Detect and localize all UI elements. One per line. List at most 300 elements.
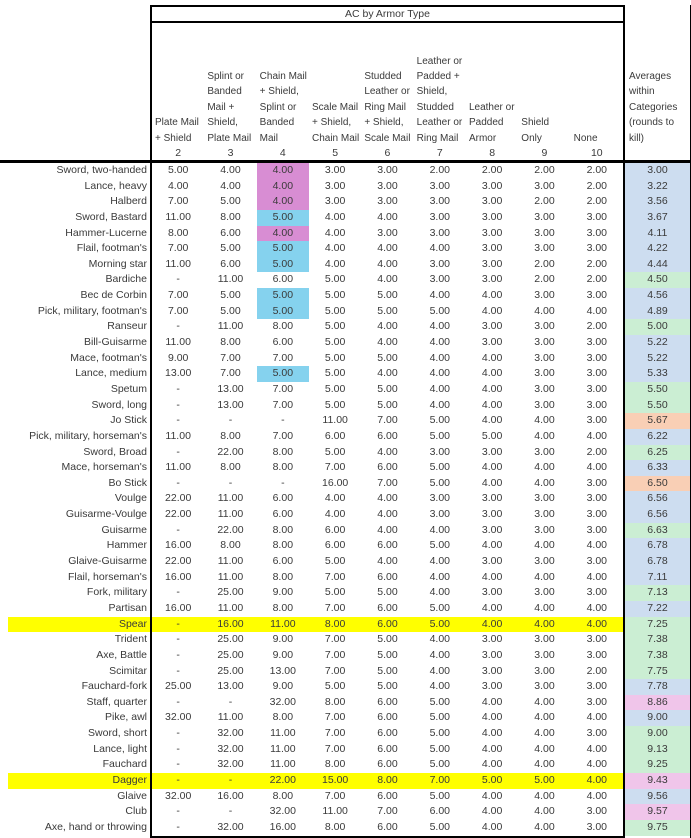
ac-value-cell: 6.00 — [324, 539, 346, 552]
table-row — [152, 742, 623, 758]
ac-value-cell: 11.00 — [217, 492, 244, 505]
ac-value-cell: 4.00 — [534, 805, 555, 818]
ac-value-cell: 4.00 — [377, 523, 398, 536]
weapon-label: Bill-Guisarme — [83, 336, 147, 349]
ac-value-cell: 11.00 — [165, 336, 191, 349]
average-cell: 3.22 — [625, 179, 690, 195]
table-row — [152, 601, 623, 617]
ac-value-cell: 4.00 — [481, 414, 503, 427]
ac-value-cell: - — [176, 805, 180, 818]
ac-value-cell: 5.00 — [220, 289, 241, 302]
ac-value-cell: 4.00 — [429, 586, 451, 599]
ac-value-cell: 5.00 — [429, 539, 451, 552]
ac-value-cell: 4.00 — [429, 633, 451, 646]
ac-value-cell: 4.00 — [481, 727, 503, 740]
average-cell: 9.00 — [625, 710, 690, 726]
ac-value-cell: 4.00 — [481, 695, 503, 708]
ac-value-cell: 7.00 — [324, 742, 346, 755]
ac-value-cell: 8.00 — [272, 461, 294, 474]
ac-value-cell: - — [204, 773, 256, 789]
ac-value-cell: 6.00 — [377, 711, 398, 724]
ac-value-cell: 4.00 — [534, 695, 555, 708]
average-cell: 9.25 — [625, 757, 690, 773]
ac-value-cell: 3.00 — [586, 382, 607, 395]
ac-number: 10 — [590, 147, 603, 159]
ac-value-cell: 6.00 — [429, 805, 451, 818]
ac-right-spacer — [625, 147, 691, 163]
table-row — [152, 460, 623, 476]
weapon-label: Club — [125, 805, 147, 818]
ac-value-cell: 11.00 — [257, 617, 309, 633]
ac-value-cell: 5.00 — [257, 241, 309, 257]
ac-value-cell: 3.00 — [481, 648, 503, 661]
weapon-label: Morning star — [88, 257, 147, 270]
ac-value-cell: 8.00 — [272, 523, 294, 536]
ac-value-cell: 4.00 — [586, 304, 607, 317]
ac-value-cell: 11.00 — [217, 601, 244, 614]
ac-number: 9 — [541, 147, 548, 159]
ac-value-cell: 6.00 — [272, 336, 294, 349]
weapon-label: Axe, hand or throwing — [44, 820, 147, 833]
ac-value-cell: 8.00 — [272, 539, 294, 552]
weapon-label: Lance, heavy — [84, 179, 147, 192]
ac-value-cell: 4.00 — [377, 508, 398, 521]
ac-value-cell: 4.00 — [377, 336, 398, 349]
title-right-spacer — [625, 5, 691, 23]
table-row — [152, 476, 623, 492]
ac-value-cell: 16.00 — [322, 476, 349, 489]
ac-value-cell: 3.00 — [481, 445, 503, 458]
value-grid — [150, 163, 625, 838]
ac-value-cell: 7.00 — [377, 414, 398, 427]
ac-value-cell: 4.00 — [586, 601, 607, 614]
ac-value-cell: 4.00 — [429, 570, 451, 583]
ac-value-cell: 3.00 — [586, 805, 607, 818]
ac-value-cell: 9.00 — [272, 680, 294, 693]
weapon-label: Lance, medium — [75, 367, 147, 380]
ac-value-cell: 8.00 — [272, 570, 294, 583]
ac-value-cell: 7.00 — [414, 773, 466, 789]
ac-value-cell: 13.00 — [269, 664, 296, 677]
average-cell: 7.22 — [625, 601, 690, 617]
ac-value-cell: 6.00 — [272, 508, 294, 521]
ac-value-cell: 4.00 — [534, 727, 555, 740]
ac-value-cell: 4.00 — [257, 194, 309, 210]
ac-value-cell: 4.00 — [429, 648, 451, 661]
ac-value-cell: 11.00 — [270, 727, 296, 740]
ac-value-cell: 2.00 — [586, 257, 607, 270]
table-row — [152, 272, 623, 288]
ac-value-cell: 3.00 — [429, 210, 451, 223]
ac-value-cell: 3.00 — [586, 523, 607, 536]
ac-value-cell: 5.00 — [324, 289, 346, 302]
ac-value-cell: 32.00 — [217, 758, 244, 771]
weapon-label: Flail, horseman's — [67, 570, 147, 583]
weapon-label: Staff, quarter — [86, 695, 147, 708]
ac-value-cell: 8.00 — [324, 695, 346, 708]
ac-value-cell: 4.00 — [534, 476, 555, 489]
table-row — [152, 179, 623, 195]
weapon-label: Glaive — [117, 789, 147, 802]
ac-value-cell: 11.00 — [270, 742, 296, 755]
ac-value-cell: 4.00 — [571, 617, 623, 633]
ac-value-cell: 4.00 — [481, 539, 503, 552]
average-cell: 3.00 — [625, 163, 690, 179]
ac-value-cell: 5.00 — [324, 367, 346, 380]
average-cell: 5.33 — [625, 366, 690, 382]
average-cell: 4.50 — [625, 272, 690, 288]
ac-value-cell: 6.00 — [377, 727, 398, 740]
ac-value-cell: 3.00 — [586, 351, 607, 364]
table-row — [152, 491, 623, 507]
ac-value-cell: 5.00 — [377, 398, 398, 411]
weapon-label: Bec de Corbin — [80, 289, 147, 302]
ac-value-cell: - — [176, 414, 180, 427]
ac-value-cell: 3.00 — [586, 727, 607, 740]
ac-value-cell: 5.00 — [377, 680, 398, 693]
table-row — [152, 366, 623, 382]
ac-value-cell: 8.00 — [167, 226, 189, 239]
table-row — [152, 429, 623, 445]
ac-value-cell: 7.00 — [167, 242, 189, 255]
ac-value-cell: 6.00 — [324, 429, 346, 442]
ac-value-cell: 32.00 — [217, 727, 244, 740]
ac-value-cell: - — [228, 414, 233, 427]
ac-value-cell: 3.00 — [586, 476, 607, 489]
ac-value-cell: 5.00 — [414, 617, 466, 633]
ac-value-cell: 5.00 — [257, 210, 309, 226]
ac-value-cell: 8.00 — [220, 336, 241, 349]
ac-value-cell: 4.00 — [377, 210, 398, 223]
weapon-label: Dagger — [8, 773, 150, 789]
ac-value-cell: 4.00 — [324, 210, 346, 223]
ac-value-cell: 5.00 — [429, 742, 451, 755]
ac-value-cell: 4.00 — [429, 289, 451, 302]
table-row — [152, 710, 623, 726]
ac-value-cell: - — [176, 664, 180, 677]
ac-value-cell: 7.00 — [324, 461, 346, 474]
ac-value-cell: 4.00 — [534, 570, 555, 583]
ac-value-cell: 5.00 — [324, 382, 346, 395]
ac-value-cell: 5.00 — [324, 445, 346, 458]
average-cell: 6.25 — [625, 445, 690, 461]
average-cell: 5.22 — [625, 351, 690, 367]
ac-value-cell: 4.00 — [429, 555, 451, 568]
ac-value-cell: 4.00 — [481, 758, 503, 771]
ac-value-cell: 16.00 — [165, 570, 192, 583]
average-cell: 6.56 — [625, 507, 690, 523]
table-row — [152, 695, 623, 711]
ac-value-cell: 3.00 — [534, 210, 555, 223]
ac-value-cell: 5.00 — [167, 164, 189, 176]
ac-value-cell: 2.00 — [586, 195, 607, 208]
ac-value-cell: 5.00 — [324, 351, 346, 364]
ac-value-cell: 32.00 — [217, 742, 244, 755]
weapon-label: Sword, short — [88, 727, 147, 740]
ac-value-cell: 16.00 — [269, 820, 296, 833]
ac-value-cell: 4.00 — [257, 179, 309, 195]
table-row — [152, 445, 623, 461]
ac-value-cell: 3.00 — [586, 398, 607, 411]
ac-value-cell: 11.00 — [165, 461, 191, 474]
ac-value-cell: 11.00 — [322, 414, 348, 427]
ac-value-cell: 25.00 — [217, 586, 244, 599]
ac-value-cell: 16.00 — [165, 601, 192, 614]
ac-value-cell: 3.00 — [534, 226, 555, 239]
ac-value-cell: 5.00 — [429, 758, 451, 771]
ac-number: 2 — [175, 147, 182, 159]
ac-number: 5 — [332, 147, 339, 159]
ac-value-cell: - — [176, 273, 180, 286]
average-cell: 6.33 — [625, 460, 690, 476]
weapon-label: Mace, horseman's — [61, 461, 147, 474]
ac-value-cell: 5.00 — [429, 695, 451, 708]
ac-value-cell: 6.00 — [361, 617, 413, 633]
ac-value-cell: 5.00 — [429, 429, 451, 442]
average-cell: 9.56 — [625, 789, 690, 805]
ac-value-cell: 3.00 — [586, 414, 607, 427]
table-row — [152, 804, 623, 820]
ac-value-cell: 4.00 — [534, 711, 555, 724]
average-cell: 4.89 — [625, 304, 690, 320]
ac-value-cell: 4.00 — [324, 508, 346, 521]
ac-value-cell: 4.00 — [481, 476, 503, 489]
ac-value-cell: 4.00 — [481, 367, 503, 380]
ac-value-cell: 7.00 — [377, 476, 398, 489]
average-cell: 7.78 — [625, 679, 690, 695]
ac-value-cell: - — [176, 476, 180, 489]
ac-value-cell: 3.00 — [377, 195, 398, 208]
ac-value-cell: 3.00 — [534, 664, 555, 677]
weapon-label: Pike, awl — [104, 711, 147, 724]
ac-value-cell: 32.00 — [165, 789, 192, 802]
ac-value-cell: 4.00 — [481, 711, 503, 724]
table-row — [152, 398, 623, 414]
ac-value-cell: 9.00 — [272, 648, 294, 661]
average-cell: 7.38 — [625, 648, 690, 664]
ac-value-cell: 4.00 — [324, 492, 346, 505]
ac-value-cell: 3.00 — [534, 680, 555, 693]
ac-value-cell: 4.00 — [481, 789, 503, 802]
average-cell: 6.63 — [625, 523, 690, 539]
ac-value-cell: 4.00 — [534, 758, 555, 771]
ac-value-cell: 7.00 — [324, 648, 346, 661]
ac-value-cell: 3.00 — [534, 336, 555, 349]
ac-value-cell: 6.00 — [324, 523, 346, 536]
ac-value-cell: 11.00 — [217, 711, 244, 724]
ac-value-cell: 3.00 — [481, 555, 503, 568]
ac-value-cell: 2.00 — [534, 195, 555, 208]
ac-value-cell: 13.00 — [217, 680, 244, 693]
average-cell: 9.57 — [625, 804, 690, 820]
table-row — [152, 554, 623, 570]
ac-value-cell: 2.00 — [429, 164, 451, 176]
armor-type-header: Leather or Padded Armor — [468, 101, 515, 144]
ac-value-cell: 3.00 — [586, 492, 607, 505]
ac-value-cell: 2.00 — [481, 164, 503, 176]
ac-value-cell: 22.00 — [165, 555, 192, 568]
ac-value-cell: - — [152, 773, 204, 789]
ac-value-cell: 3.00 — [586, 336, 607, 349]
ac-value-cell: 4.00 — [586, 461, 607, 474]
table-row — [152, 335, 623, 351]
ac-value-cell: 3.00 — [324, 195, 346, 208]
ac-value-cell: 5.00 — [377, 648, 398, 661]
ac-value-cell: 4.00 — [481, 351, 503, 364]
ac-value-cell: 3.00 — [586, 289, 607, 302]
ac-value-cell: 5.00 — [429, 461, 451, 474]
ac-value-cell: 3.00 — [481, 492, 503, 505]
average-cell: 5.67 — [625, 413, 690, 429]
ac-value-cell: 3.00 — [481, 523, 503, 536]
ac-value-cell: 11.00 — [165, 210, 191, 223]
ac-value-cell: 7.00 — [324, 570, 346, 583]
ac-value-cell: 4.00 — [518, 617, 570, 633]
average-cell: 9.43 — [625, 773, 690, 789]
average-cell: 9.75 — [625, 820, 690, 836]
ac-value-cell: 4.00 — [324, 242, 346, 255]
ac-value-cell: 8.00 — [272, 711, 294, 724]
table-row — [152, 226, 623, 242]
table-row — [152, 319, 623, 335]
ac-value-cell: 32.00 — [269, 695, 296, 708]
ac-value-cell: 5.00 — [377, 586, 398, 599]
ac-value-cell: - — [228, 476, 233, 489]
ac-value-cell: 8.00 — [324, 820, 346, 833]
weapon-label: Hammer-Lucerne — [65, 226, 147, 239]
weapon-label: Halberd — [110, 195, 147, 208]
ac-value-cell: 4.00 — [481, 398, 503, 411]
table-row — [152, 507, 623, 523]
ac-value-cell: 5.00 — [429, 711, 451, 724]
table-row — [152, 382, 623, 398]
ac-value-cell: - — [228, 805, 233, 818]
ac-value-cell: 4.00 — [481, 805, 503, 818]
average-cell: 5.50 — [625, 398, 690, 414]
ac-value-cell: 3.00 — [481, 210, 503, 223]
ac-value-cell: 4.00 — [586, 742, 607, 755]
ac-value-cell: 4.00 — [586, 539, 607, 552]
average-cell: 9.13 — [625, 742, 690, 758]
ac-value-cell: 2.00 — [586, 664, 607, 677]
ac-value-cell: 3.00 — [586, 555, 607, 568]
ac-number: 3 — [227, 147, 234, 159]
ac-value-cell: 16.00 — [217, 789, 244, 802]
ac-value-cell: 4.00 — [324, 226, 346, 239]
ac-value-cell: 3.00 — [481, 320, 503, 333]
ac-value-cell: 4.00 — [534, 742, 555, 755]
average-cell: 8.86 — [625, 695, 690, 711]
weapon-label: Mace, footman's — [70, 351, 147, 364]
ac-value-cell: 3.00 — [534, 351, 555, 364]
weapon-label: Sword, two-handed — [56, 164, 147, 176]
ac-value-cell: 4.00 — [377, 445, 398, 458]
ac-value-cell: 4.00 — [377, 555, 398, 568]
ac-value-cell: 4.00 — [377, 273, 398, 286]
ac-value-cell: 4.00 — [257, 226, 309, 242]
weapon-label: Bardiche — [105, 273, 147, 286]
ac-value-cell: 3.00 — [534, 382, 555, 395]
ac-value-cell: 3.00 — [534, 367, 555, 380]
table-row — [152, 163, 623, 179]
ac-value-cell: 4.00 — [534, 429, 555, 442]
ac-value-cell: 3.00 — [324, 179, 346, 192]
ac-value-cell: - — [176, 758, 180, 771]
ac-value-cell: 7.00 — [324, 601, 346, 614]
ac-value-cell: 5.00 — [377, 633, 398, 646]
ac-value-cell: - — [176, 820, 180, 833]
average-cell: 4.44 — [625, 257, 690, 273]
ac-value-cell: 3.00 — [534, 289, 555, 302]
ac-value-cell: - — [281, 476, 285, 489]
ac-value-cell: 6.00 — [272, 273, 294, 286]
ac-value-cell: 7.00 — [324, 633, 346, 646]
ac-value-cell: 4.00 — [534, 539, 555, 552]
ac-value-cell: 25.00 — [217, 648, 244, 661]
header-left-spacer — [0, 23, 150, 147]
ac-value-cell: 4.00 — [466, 617, 518, 633]
weapon-label: Ranseur — [107, 320, 147, 333]
ac-value-cell: 8.00 — [220, 539, 241, 552]
ac-numbers — [150, 147, 625, 163]
ac-value-cell: 8.00 — [324, 758, 346, 771]
table-title: AC by Armor Type — [150, 5, 625, 23]
ac-value-cell: 5.00 — [377, 304, 398, 317]
armor-type-header: Splint or Banded Mail + Shield, Plate Mail — [207, 70, 252, 144]
ac-value-cell: 3.00 — [481, 273, 503, 286]
ac-value-cell: - — [176, 695, 180, 708]
ac-value-cell: 3.00 — [534, 398, 555, 411]
ac-value-cell: 2.00 — [534, 257, 555, 270]
ac-value-cell: 3.00 — [481, 195, 503, 208]
ac-value-cell: 16.00 — [165, 539, 192, 552]
ac-value-cell: 3.00 — [586, 680, 607, 693]
table-row — [152, 773, 623, 789]
ac-value-cell: 4.00 — [586, 758, 607, 771]
ac-value-cell: 4.00 — [429, 664, 451, 677]
ac-value-cell: 7.00 — [324, 711, 346, 724]
ac-value-cell: 3.00 — [534, 179, 555, 192]
ac-value-cell: 11.00 — [165, 257, 191, 270]
ac-value-cell: 4.00 — [429, 398, 451, 411]
ac-value-cell: 3.00 — [586, 226, 607, 239]
ac-value-cell: 4.00 — [429, 523, 451, 536]
ac-value-cell: 5.00 — [429, 476, 451, 489]
ac-value-cell: - — [281, 414, 285, 427]
ac-value-cell: 3.00 — [481, 336, 503, 349]
weapon-label: Fauchard — [102, 758, 147, 771]
table-row — [152, 241, 623, 257]
ac-value-cell: 6.00 — [377, 789, 398, 802]
ac-value-cell: 7.00 — [220, 351, 241, 364]
ac-value-cell: 4.00 — [534, 789, 555, 802]
ac-value-cell: - — [176, 648, 180, 661]
ac-value-cell: 25.00 — [217, 633, 244, 646]
ac-value-cell: 8.00 — [272, 601, 294, 614]
average-cell: 3.56 — [625, 194, 690, 210]
ac-value-cell: 4.00 — [429, 382, 451, 395]
ac-value-cell: 5.00 — [429, 601, 451, 614]
table-row — [152, 726, 623, 742]
ac-value-cell: 4.00 — [534, 461, 555, 474]
ac-value-cell: 4.00 — [586, 570, 607, 583]
ac-value-cell: 5.00 — [220, 304, 241, 317]
ac-value-cell: 3.00 — [534, 242, 555, 255]
ac-value-cell: 3.00 — [534, 508, 555, 521]
ac-value-cell: 3.00 — [481, 179, 503, 192]
armor-type-header: Studded Leather or Ring Mail + Shield, Scale Mail — [364, 70, 411, 144]
ac-value-cell: 25.00 — [165, 680, 192, 693]
